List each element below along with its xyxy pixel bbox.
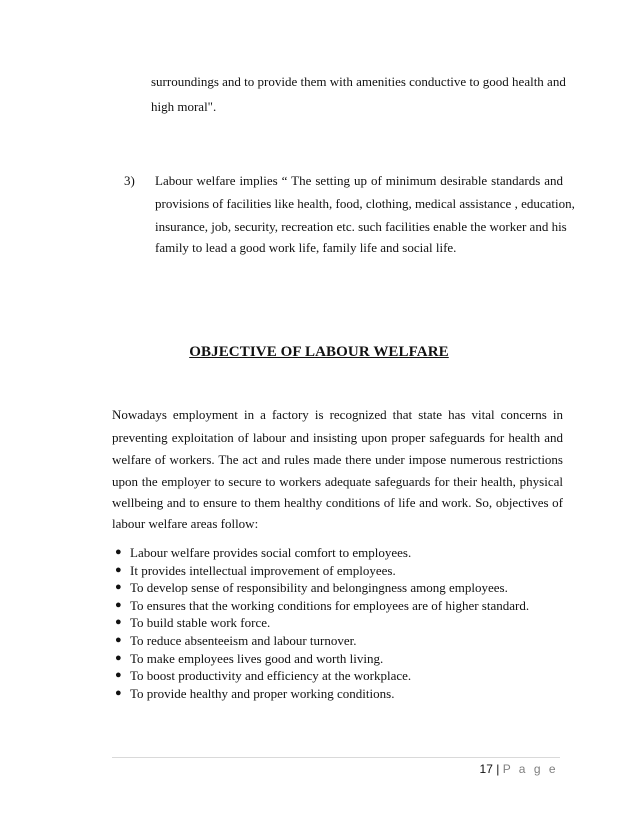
paragraph-line-3: welfare of workers. The act and rules made there under impose numerous restrictions xyxy=(112,452,563,467)
list-item-text: To ensures that the working conditions for employees are of higher standard. xyxy=(130,597,530,613)
list-item xyxy=(115,562,529,580)
page-number: 17 xyxy=(479,762,493,776)
list-item xyxy=(115,685,529,703)
bullet-icon: ● xyxy=(115,616,122,629)
section-heading: OBJECTIVE OF LABOUR WELFARE xyxy=(189,344,449,360)
footer-divider xyxy=(112,757,560,758)
list-item-text: To build stable work force. xyxy=(130,615,271,631)
bullet-icon: ● xyxy=(115,598,122,611)
bullet-icon: ● xyxy=(115,669,122,682)
paragraph-line-6: labour welfare areas follow: xyxy=(112,516,259,531)
page-footer xyxy=(480,762,558,776)
paragraph-line-2: preventing exploitation of labour and insisting upon proper safeguards for health and xyxy=(112,430,563,445)
item-3-number: 3) xyxy=(124,173,135,188)
list-item xyxy=(115,632,529,650)
list-item-text: To boost productivity and efficiency at the workplace. xyxy=(130,668,412,684)
list-item-text: Labour welfare provides social comfort to employees. xyxy=(130,545,412,560)
paragraph-line-1: Nowadays employment in a factory is recognized that state has vital concerns in xyxy=(112,407,563,422)
bullet-icon: ● xyxy=(115,581,122,594)
bullet-icon: ● xyxy=(115,633,122,646)
bullet-icon: ● xyxy=(115,563,122,576)
paragraph-line-5: wellbeing and to ensure to them healthy conditions of life and work. So, objectives of xyxy=(112,495,563,510)
bullet-icon: ● xyxy=(115,686,122,699)
page-label: P a g e xyxy=(502,762,558,776)
footer-separator: | xyxy=(496,762,500,776)
objectives-list xyxy=(115,544,530,702)
list-item xyxy=(115,650,529,668)
list-item xyxy=(115,614,529,632)
item-3-line-3: insurance, job, security, recreation etc. such facilities enable the worker and his xyxy=(155,219,567,234)
list-item-text: To develop sense of responsibility and belongingness among employees. xyxy=(130,580,508,596)
list-item xyxy=(115,667,529,685)
continuation-line-1: surroundings and to provide them with amenities conductive to good health and xyxy=(151,74,566,89)
list-item-text: To provide healthy and proper working conditions. xyxy=(130,685,395,701)
list-item-text: It provides intellectual improvement of employees. xyxy=(130,562,396,578)
bullet-icon: ● xyxy=(115,651,122,664)
list-item-text: To reduce absenteeism and labour turnover. xyxy=(130,632,357,648)
paragraph-line-4: upon the employer to secure to workers adequate safeguards for their health, physical xyxy=(112,474,563,489)
continuation-line-2: high moral". xyxy=(151,99,217,114)
list-item xyxy=(115,597,530,615)
item-3-line-4: family to lead a good work life, family life and social life. xyxy=(155,240,457,255)
item-3-line-1: Labour welfare implies “ The setting up of minimum desirable standards and xyxy=(155,173,563,188)
list-item-text: To make employees lives good and worth living. xyxy=(130,650,384,666)
list-item xyxy=(115,579,529,597)
bullet-icon: ● xyxy=(115,546,122,558)
item-3-line-2: provisions of facilities like health, food, clothing, medical assistance , education, xyxy=(155,196,575,211)
list-item xyxy=(115,544,529,562)
